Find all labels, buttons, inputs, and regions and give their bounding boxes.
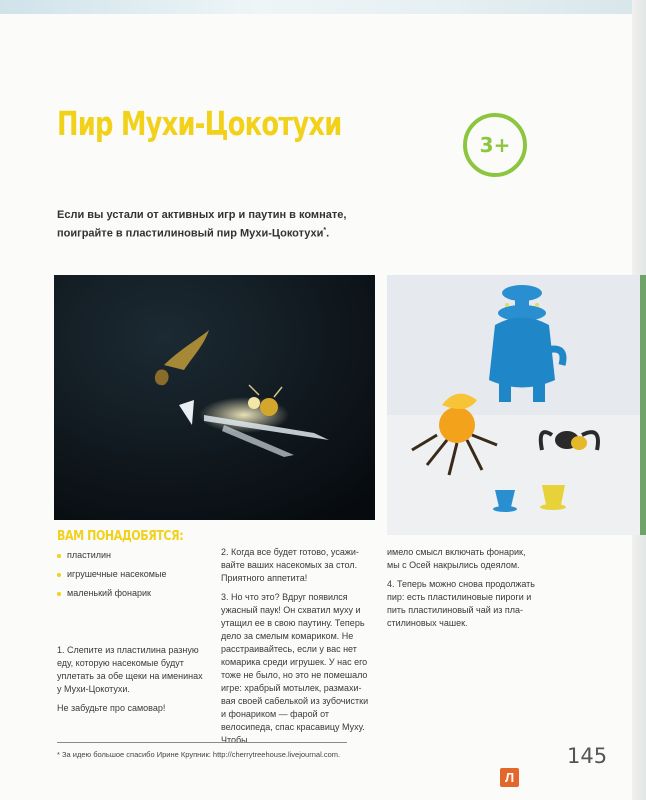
column-3 (387, 546, 537, 636)
photo-night-scene (54, 275, 375, 520)
needs-item: маленький фонарик (57, 587, 207, 600)
footnote-divider (57, 742, 347, 743)
step-3-continued: имело смысл включать фонарик, мы с Осей накрылись одеялом. (387, 547, 526, 570)
publisher-logo: Л (500, 768, 519, 787)
step-1-note: Не забудьте про самовар! (57, 703, 166, 713)
step-4: 4. Теперь можно снова продолжать пир: есть пластилиновые пироги и пить пластилиновый чай из пла-стилиновых чашек. (387, 579, 535, 628)
needs-item: пластилин (57, 549, 207, 562)
step-3: 3. Но что это? Вдруг появился ужасный паук! Он схватил муху и утащил ее в свою паутину. Теперь дело за смелым комариком. Не расстраивайтесь, если у вас нет комарика среди игрушек. У нас его тоже не было, но это не помешало игре: храбрый мотылек, размахи-вая своей сабелькой из зубочистки и фонариком — фарой от велосипеда, спас красавицу Муху. Чтобы (221, 592, 369, 745)
intro-line-2: поиграйте в пластилиновый пир Мухи-Цокотухи (57, 227, 324, 240)
needs-list (57, 549, 207, 600)
step-2: 2. Когда все будет готово, усажи-вайте ваших насекомых за стол. Приятного аппетита! (221, 547, 359, 583)
needs-title: ВАМ ПОНАДОБЯТСЯ: (57, 529, 184, 544)
needs-item: игрушечные насекомые (57, 568, 207, 581)
page-title: Пир Мухи-Цокотухи (57, 104, 342, 143)
intro-asterisk: * (323, 227, 327, 234)
footnote: * За идею большое спасибо Ирине Крупник: http://cherrytreehouse.livejournal.com. (57, 750, 341, 759)
intro-line-1: Если вы устали от активных игр и паутин в комнате, (57, 209, 347, 221)
age-badge: 3+ (463, 113, 527, 177)
intro-end: . (326, 227, 330, 240)
column-2 (221, 546, 371, 753)
page-number: 145 (567, 744, 608, 768)
column-1 (57, 530, 207, 721)
step-1: 1. Слепите из пластилина разную еду, которую насекомые будут уплетать за обе щеки на именинах у Мухи-Цокотухи. (57, 645, 203, 694)
intro-text (57, 208, 357, 242)
top-image-strip (0, 0, 646, 14)
page-edge-accent (640, 275, 646, 535)
photo-plasticine-feast (387, 275, 640, 535)
